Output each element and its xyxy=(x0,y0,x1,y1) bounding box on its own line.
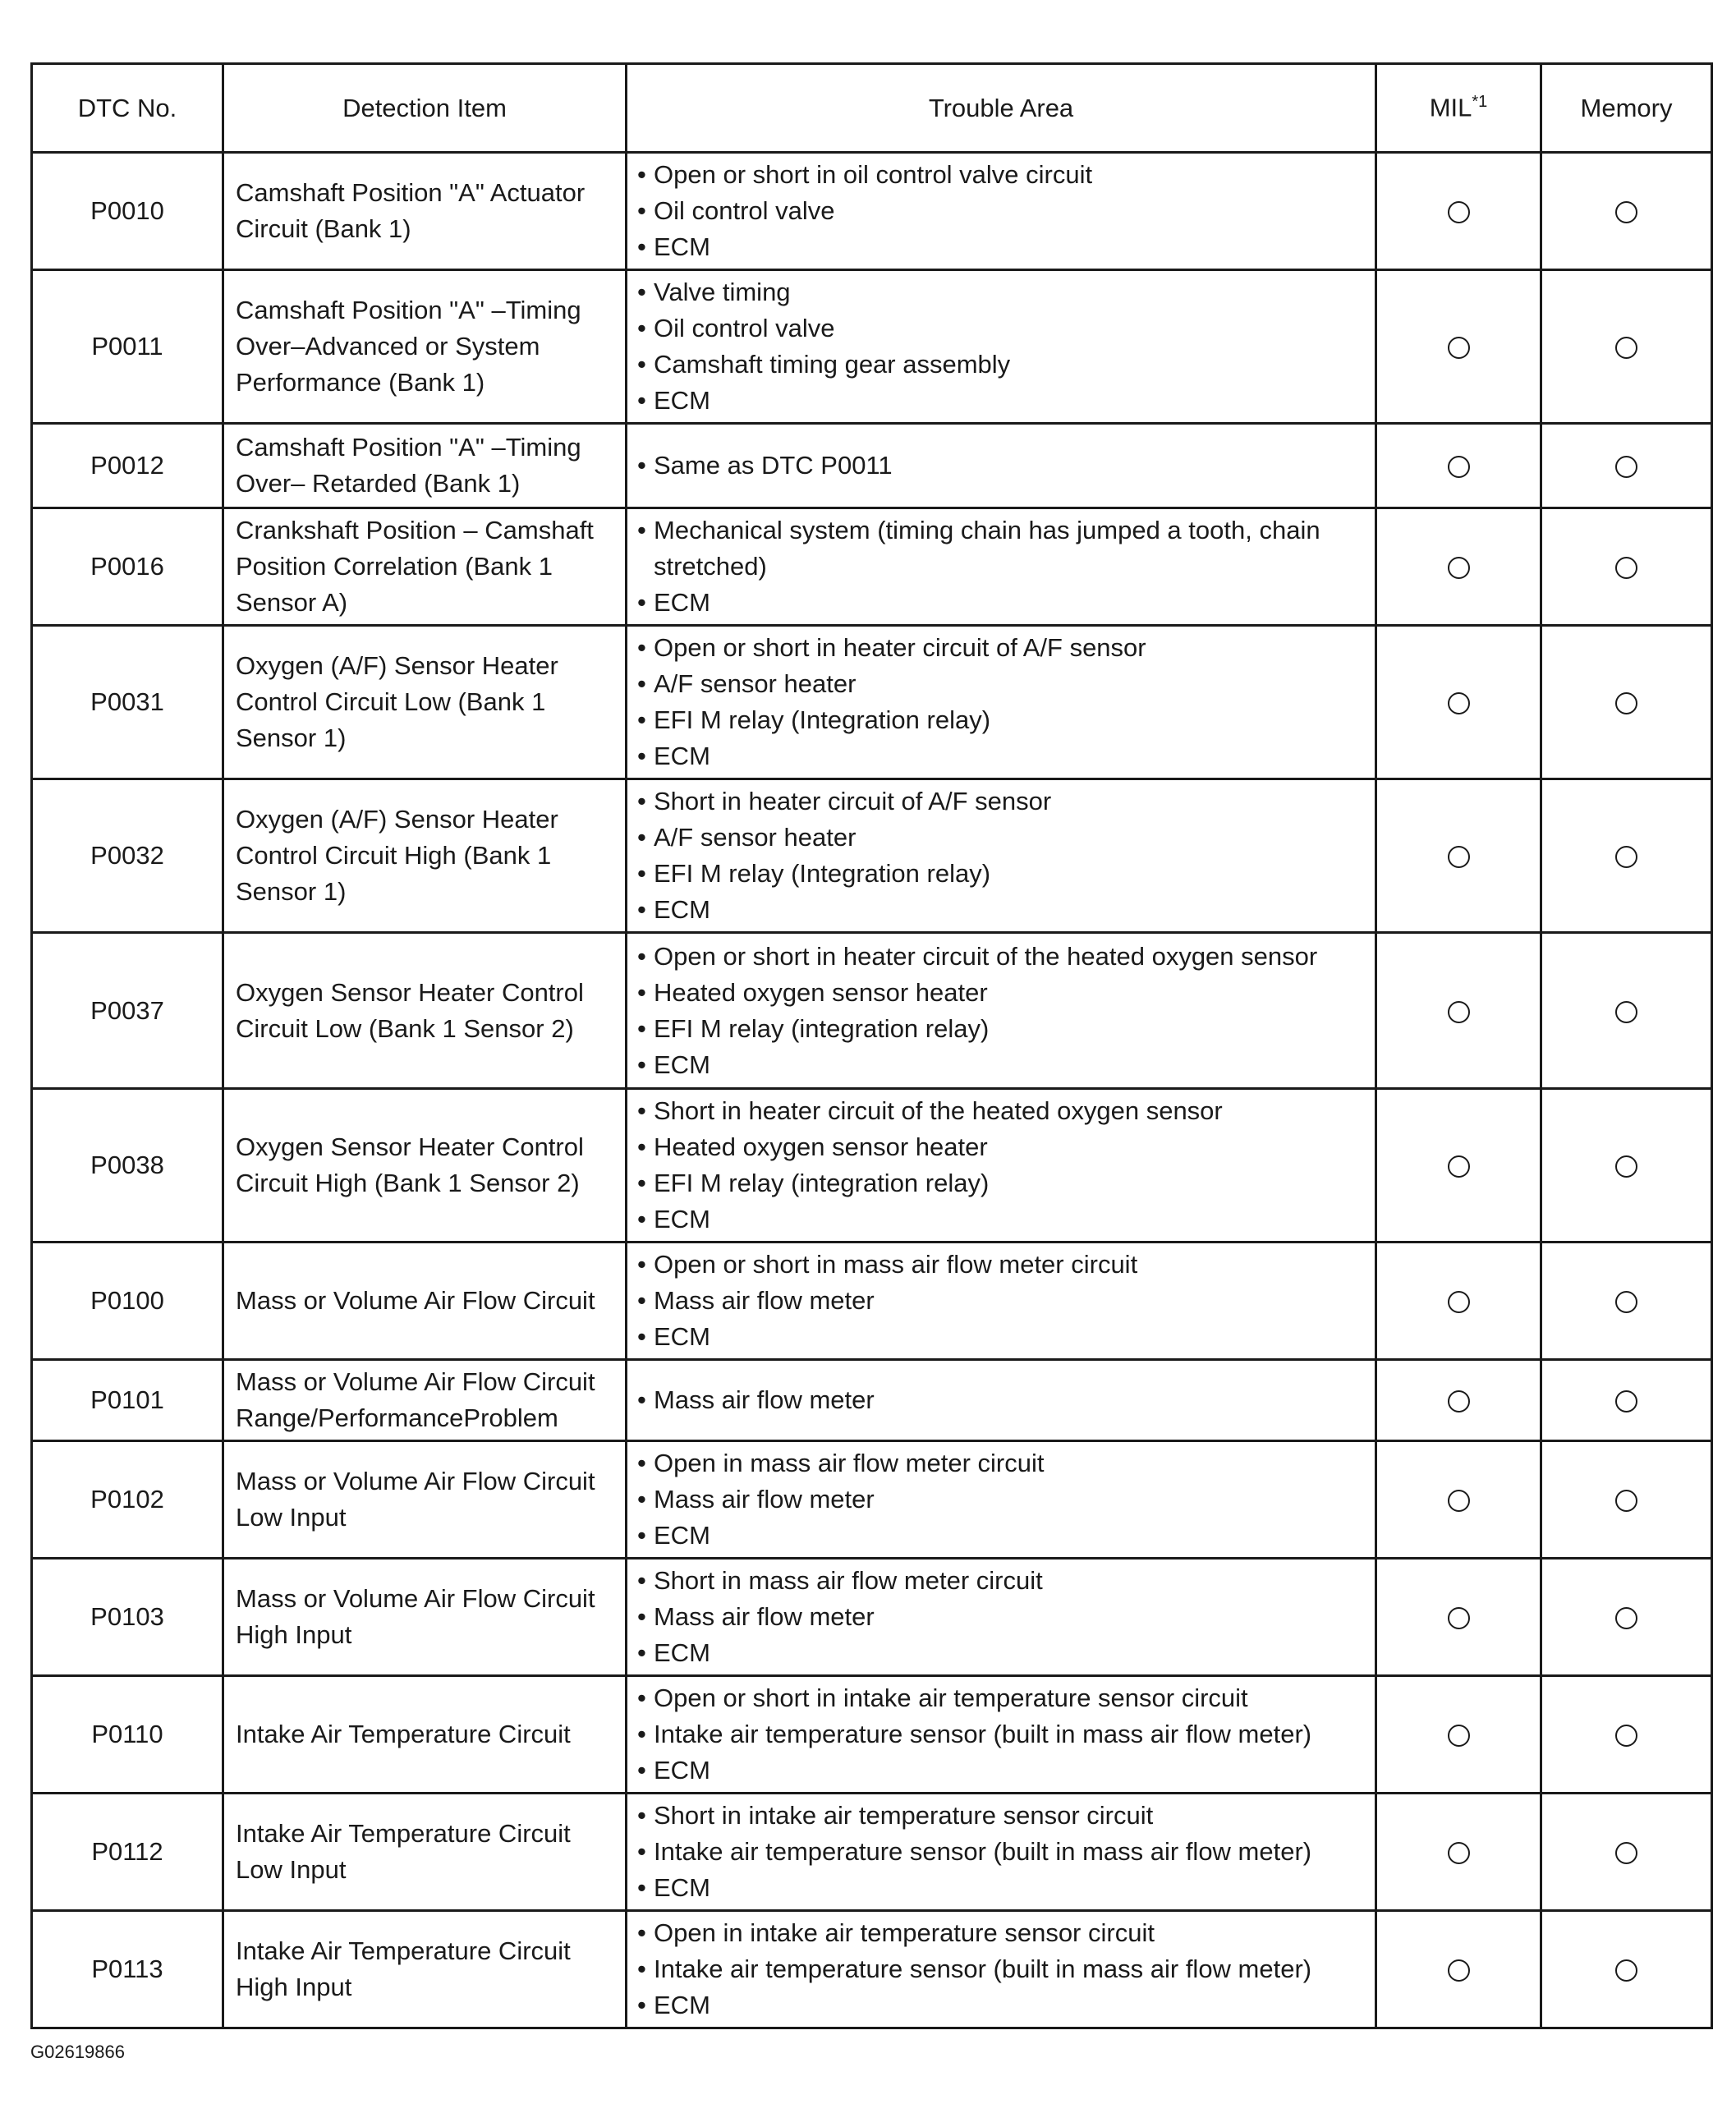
trouble-area-item: • Intake air temperature sensor (built in mass air flow meter) xyxy=(636,1951,1366,1987)
mil-cell xyxy=(1376,1089,1541,1243)
trouble-area-item: • Short in mass air flow meter circuit xyxy=(636,1563,1366,1599)
mil-circle-icon xyxy=(1448,1001,1470,1023)
table-row xyxy=(32,779,1712,933)
mil-circle-icon xyxy=(1448,456,1470,478)
table-row xyxy=(32,424,1712,508)
trouble-area-list xyxy=(636,157,1366,265)
trouble-area-item: • Intake air temperature sensor (built in mass air flow meter) xyxy=(636,1716,1366,1752)
dtc-code: P0031 xyxy=(32,626,223,779)
header-dtc-no: DTC No. xyxy=(32,64,223,153)
mil-circle-icon xyxy=(1448,1959,1470,1982)
trouble-area-item: • ECM xyxy=(636,1752,1366,1789)
trouble-area-list xyxy=(636,1798,1366,1906)
trouble-area-list xyxy=(636,1247,1366,1355)
trouble-area-item: • ECM xyxy=(636,1201,1366,1238)
table-row xyxy=(32,1559,1712,1676)
table-row xyxy=(32,1794,1712,1911)
dtc-code: P0011 xyxy=(32,270,223,424)
trouble-area-item: • ECM xyxy=(636,1635,1366,1671)
trouble-area-list xyxy=(636,274,1366,419)
trouble-area-item: • Valve timing xyxy=(636,274,1366,310)
memory-cell xyxy=(1541,1089,1712,1243)
detection-item: Oxygen (A/F) Sensor Heater Control Circuit Low (Bank 1 Sensor 1) xyxy=(223,626,627,779)
memory-circle-icon xyxy=(1615,846,1637,868)
mil-circle-icon xyxy=(1448,1490,1470,1512)
mil-cell xyxy=(1376,508,1541,626)
trouble-area-item: • A/F sensor heater xyxy=(636,820,1366,856)
trouble-area xyxy=(627,1676,1376,1794)
trouble-area-list xyxy=(636,1680,1366,1789)
dtc-code: P0101 xyxy=(32,1360,223,1441)
trouble-area xyxy=(627,1089,1376,1243)
mil-cell xyxy=(1376,626,1541,779)
header-mil-label: MIL xyxy=(1429,93,1472,122)
memory-cell xyxy=(1541,1441,1712,1559)
detection-item: Intake Air Temperature Circuit xyxy=(223,1676,627,1794)
mil-cell xyxy=(1376,1794,1541,1911)
detection-item: Mass or Volume Air Flow Circuit High Input xyxy=(223,1559,627,1676)
trouble-area-list xyxy=(636,1563,1366,1671)
mil-cell xyxy=(1376,1243,1541,1360)
memory-cell xyxy=(1541,1559,1712,1676)
detection-item: Crankshaft Position – Camshaft Position Correlation (Bank 1 Sensor A) xyxy=(223,508,627,626)
table-row xyxy=(32,270,1712,424)
dtc-code: P0032 xyxy=(32,779,223,933)
trouble-area-item: • Open in intake air temperature sensor circuit xyxy=(636,1915,1366,1951)
trouble-area-item: • ECM xyxy=(636,1518,1366,1554)
memory-cell xyxy=(1541,779,1712,933)
dtc-code: P0100 xyxy=(32,1243,223,1360)
memory-circle-icon xyxy=(1615,1607,1637,1629)
trouble-area-item: • EFI M relay (Integration relay) xyxy=(636,856,1366,892)
trouble-area-item: • ECM xyxy=(636,1319,1366,1355)
memory-cell xyxy=(1541,270,1712,424)
table-row xyxy=(32,626,1712,779)
trouble-area-item: • Open or short in heater circuit of the heated oxygen sensor xyxy=(636,939,1366,975)
mil-circle-icon xyxy=(1448,692,1470,714)
trouble-area-item: • ECM xyxy=(636,1870,1366,1906)
header-detection-item: Detection Item xyxy=(223,64,627,153)
memory-circle-icon xyxy=(1615,1842,1637,1864)
trouble-area-item: • Short in heater circuit of A/F sensor xyxy=(636,783,1366,820)
trouble-area-item: • Mass air flow meter xyxy=(636,1283,1366,1319)
trouble-area-item: • Short in intake air temperature sensor circuit xyxy=(636,1798,1366,1834)
mil-circle-icon xyxy=(1448,201,1470,223)
dtc-table xyxy=(30,62,1713,2029)
trouble-area xyxy=(627,1911,1376,2028)
mil-cell xyxy=(1376,1441,1541,1559)
memory-cell xyxy=(1541,1243,1712,1360)
memory-circle-icon xyxy=(1615,456,1637,478)
mil-circle-icon xyxy=(1448,1390,1470,1412)
trouble-area xyxy=(627,1794,1376,1911)
header-mil-footnote: *1 xyxy=(1472,93,1488,112)
trouble-area-item: • A/F sensor heater xyxy=(636,666,1366,702)
trouble-area xyxy=(627,933,1376,1089)
table-row xyxy=(32,1911,1712,2028)
memory-circle-icon xyxy=(1615,557,1637,579)
trouble-area-item: • Short in heater circuit of the heated oxygen sensor xyxy=(636,1093,1366,1129)
mil-cell xyxy=(1376,1676,1541,1794)
detection-item: Camshaft Position "A" –Timing Over–Advanced or System Performance (Bank 1) xyxy=(223,270,627,424)
trouble-area-item: • Mass air flow meter xyxy=(636,1599,1366,1635)
table-row xyxy=(32,1441,1712,1559)
mil-cell xyxy=(1376,153,1541,270)
memory-cell xyxy=(1541,424,1712,508)
trouble-area-item: • EFI M relay (integration relay) xyxy=(636,1011,1366,1047)
memory-cell xyxy=(1541,626,1712,779)
header-memory: Memory xyxy=(1541,64,1712,153)
detection-item: Camshaft Position "A" Actuator Circuit (Bank 1) xyxy=(223,153,627,270)
table-row xyxy=(32,508,1712,626)
mil-circle-icon xyxy=(1448,1607,1470,1629)
trouble-area-item: • Heated oxygen sensor heater xyxy=(636,975,1366,1011)
figure-reference: G02619866 xyxy=(30,2042,125,2062)
trouble-area-item: • Open or short in intake air temperature sensor circuit xyxy=(636,1680,1366,1716)
dtc-code: P0038 xyxy=(32,1089,223,1243)
detection-item: Oxygen (A/F) Sensor Heater Control Circuit High (Bank 1 Sensor 1) xyxy=(223,779,627,933)
detection-item: Mass or Volume Air Flow Circuit Range/PerformanceProblem xyxy=(223,1360,627,1441)
trouble-area xyxy=(627,153,1376,270)
detection-item: Mass or Volume Air Flow Circuit xyxy=(223,1243,627,1360)
trouble-area-item: • Intake air temperature sensor (built in mass air flow meter) xyxy=(636,1834,1366,1870)
dtc-code: P0102 xyxy=(32,1441,223,1559)
detection-item: Mass or Volume Air Flow Circuit Low Input xyxy=(223,1441,627,1559)
mil-circle-icon xyxy=(1448,846,1470,868)
trouble-area-item: • ECM xyxy=(636,585,1366,621)
dtc-code: P0113 xyxy=(32,1911,223,2028)
memory-cell xyxy=(1541,153,1712,270)
trouble-area-list xyxy=(636,1915,1366,2023)
trouble-area-item: • Heated oxygen sensor heater xyxy=(636,1129,1366,1165)
memory-circle-icon xyxy=(1615,1390,1637,1412)
dtc-code: P0037 xyxy=(32,933,223,1089)
mil-cell xyxy=(1376,1911,1541,2028)
trouble-area-item: • Oil control valve xyxy=(636,193,1366,229)
memory-circle-icon xyxy=(1615,337,1637,359)
mil-circle-icon xyxy=(1448,1842,1470,1864)
mil-cell xyxy=(1376,1360,1541,1441)
header-mil xyxy=(1376,64,1541,153)
dtc-code: P0103 xyxy=(32,1559,223,1676)
memory-circle-icon xyxy=(1615,1155,1637,1178)
trouble-area-item: • ECM xyxy=(636,1987,1366,2023)
trouble-area-item: • EFI M relay (Integration relay) xyxy=(636,702,1366,738)
trouble-area-list xyxy=(636,448,1366,484)
trouble-area-item: • Oil control valve xyxy=(636,310,1366,347)
trouble-area-list xyxy=(636,630,1366,774)
trouble-area-item: • ECM xyxy=(636,229,1366,265)
table-row xyxy=(32,1676,1712,1794)
trouble-area xyxy=(627,1441,1376,1559)
header-row xyxy=(32,64,1712,153)
detection-item: Intake Air Temperature Circuit High Input xyxy=(223,1911,627,2028)
table-row xyxy=(32,1360,1712,1441)
trouble-area xyxy=(627,626,1376,779)
trouble-area-item: • Open or short in oil control valve circuit xyxy=(636,157,1366,193)
mil-cell xyxy=(1376,424,1541,508)
dtc-code: P0016 xyxy=(32,508,223,626)
mil-cell xyxy=(1376,1559,1541,1676)
trouble-area-item: • ECM xyxy=(636,1047,1366,1083)
memory-circle-icon xyxy=(1615,1725,1637,1747)
memory-circle-icon xyxy=(1615,1291,1637,1313)
memory-cell xyxy=(1541,1911,1712,2028)
trouble-area xyxy=(627,1559,1376,1676)
trouble-area-item: • Open or short in mass air flow meter circuit xyxy=(636,1247,1366,1283)
mil-circle-icon xyxy=(1448,1725,1470,1747)
trouble-area xyxy=(627,1243,1376,1360)
mil-circle-icon xyxy=(1448,1155,1470,1178)
trouble-area-list xyxy=(636,512,1366,621)
table-row xyxy=(32,933,1712,1089)
dtc-code: P0112 xyxy=(32,1794,223,1911)
trouble-area-list xyxy=(636,783,1366,928)
detection-item: Oxygen Sensor Heater Control Circuit Low (Bank 1 Sensor 2) xyxy=(223,933,627,1089)
dtc-code: P0110 xyxy=(32,1676,223,1794)
detection-item: Oxygen Sensor Heater Control Circuit High (Bank 1 Sensor 2) xyxy=(223,1089,627,1243)
dtc-code: P0012 xyxy=(32,424,223,508)
trouble-area-item: • Camshaft timing gear assembly xyxy=(636,347,1366,383)
memory-circle-icon xyxy=(1615,201,1637,223)
mil-cell xyxy=(1376,270,1541,424)
memory-circle-icon xyxy=(1615,1959,1637,1982)
trouble-area-item: • Open in mass air flow meter circuit xyxy=(636,1445,1366,1481)
trouble-area-list xyxy=(636,1093,1366,1238)
trouble-area xyxy=(627,424,1376,508)
trouble-area xyxy=(627,1360,1376,1441)
table-row xyxy=(32,1089,1712,1243)
trouble-area xyxy=(627,270,1376,424)
memory-circle-icon xyxy=(1615,1490,1637,1512)
memory-cell xyxy=(1541,1360,1712,1441)
mil-cell xyxy=(1376,779,1541,933)
trouble-area-item: • Mass air flow meter xyxy=(636,1382,1366,1418)
trouble-area-item: • ECM xyxy=(636,383,1366,419)
memory-cell xyxy=(1541,508,1712,626)
trouble-area-item: • ECM xyxy=(636,738,1366,774)
dtc-code: P0010 xyxy=(32,153,223,270)
trouble-area-item: • Mechanical system (timing chain has jumped a tooth, chain stretched) xyxy=(636,512,1366,585)
table-row xyxy=(32,153,1712,270)
table-row xyxy=(32,1243,1712,1360)
trouble-area-list xyxy=(636,939,1366,1083)
trouble-area-list xyxy=(636,1445,1366,1554)
memory-circle-icon xyxy=(1615,692,1637,714)
memory-cell xyxy=(1541,933,1712,1089)
trouble-area xyxy=(627,779,1376,933)
trouble-area-item: • EFI M relay (integration relay) xyxy=(636,1165,1366,1201)
memory-circle-icon xyxy=(1615,1001,1637,1023)
detection-item: Intake Air Temperature Circuit Low Input xyxy=(223,1794,627,1911)
mil-circle-icon xyxy=(1448,557,1470,579)
mil-cell xyxy=(1376,933,1541,1089)
memory-cell xyxy=(1541,1794,1712,1911)
trouble-area-item: • ECM xyxy=(636,892,1366,928)
trouble-area-item: • Open or short in heater circuit of A/F sensor xyxy=(636,630,1366,666)
detection-item: Camshaft Position "A" –Timing Over– Retarded (Bank 1) xyxy=(223,424,627,508)
mil-circle-icon xyxy=(1448,1291,1470,1313)
trouble-area xyxy=(627,508,1376,626)
header-trouble-area: Trouble Area xyxy=(627,64,1376,153)
mil-circle-icon xyxy=(1448,337,1470,359)
dtc-table-body xyxy=(32,153,1712,2028)
trouble-area-list xyxy=(636,1382,1366,1418)
trouble-area-item: • Mass air flow meter xyxy=(636,1481,1366,1518)
trouble-area-item: • Same as DTC P0011 xyxy=(636,448,1366,484)
memory-cell xyxy=(1541,1676,1712,1794)
